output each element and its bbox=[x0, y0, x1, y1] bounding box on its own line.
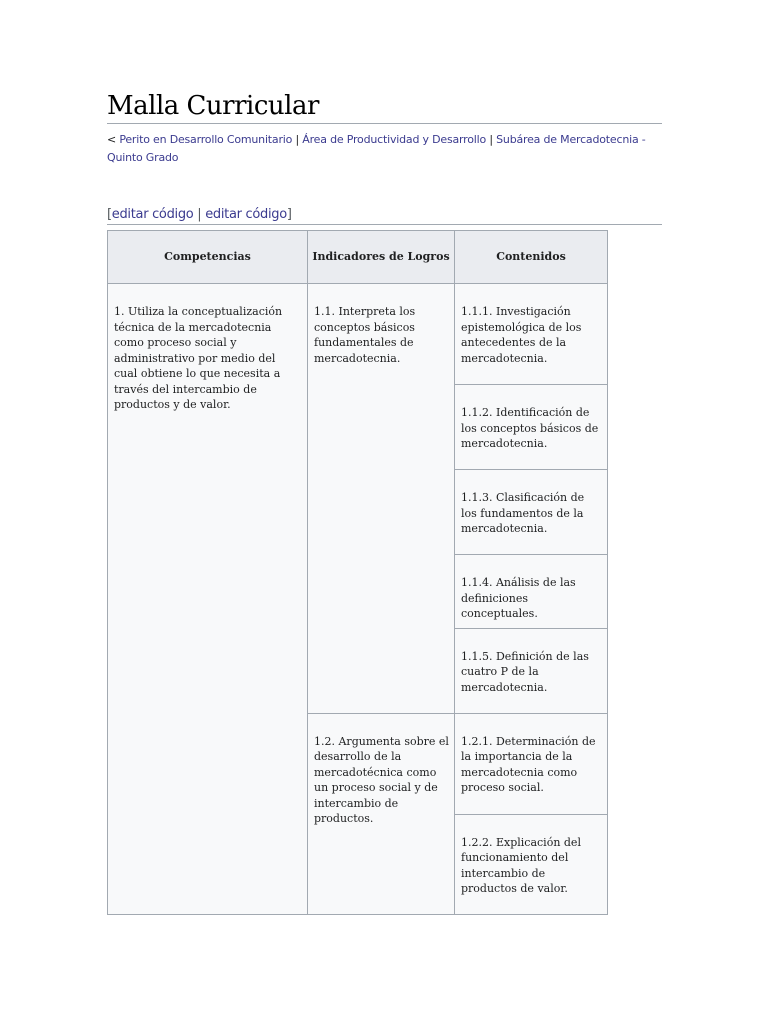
contenido-cell bbox=[455, 814, 608, 914]
contenido-cell bbox=[455, 284, 608, 385]
contenido-cell bbox=[455, 470, 608, 555]
header-competencias: Competencias bbox=[108, 231, 308, 284]
edit-code-link[interactable]: editar código bbox=[111, 207, 194, 222]
indicador-cell bbox=[308, 713, 455, 914]
open-bracket: [ bbox=[107, 207, 112, 222]
breadcrumb-prefix: < bbox=[107, 133, 120, 146]
header-contenidos: Contenidos bbox=[455, 231, 608, 284]
table-row bbox=[108, 284, 608, 385]
breadcrumb-separator: | bbox=[292, 133, 303, 146]
contenido-cell bbox=[455, 628, 608, 713]
contenido-text: 1.1.5. Definición de las cuatro P de la mercadotecnia. bbox=[461, 649, 589, 694]
contenido-cell bbox=[455, 713, 608, 814]
section-edit-links bbox=[107, 206, 662, 225]
page-title: Malla Curricular bbox=[107, 90, 662, 124]
indicador-text: 1.1. Interpreta los conceptos básicos fundamentales de mercadotecnia. bbox=[314, 305, 416, 365]
contenido-text: 1.1.3. Clasificación de los fundamentos de la mercadotecnia. bbox=[461, 491, 585, 535]
contenido-cell bbox=[455, 555, 608, 629]
edit-separator: | bbox=[193, 207, 206, 222]
contenido-text: 1.1.2. Identificación de los conceptos básicos de mercadotecnia. bbox=[461, 406, 599, 450]
table-header-row bbox=[108, 231, 608, 284]
close-bracket: ] bbox=[286, 207, 292, 222]
header-indicadores: Indicadores de Logros bbox=[308, 231, 455, 284]
contenido-text: 1.1.4. Análisis de las definiciones conceptuales. bbox=[461, 576, 576, 620]
breadcrumb-link-area[interactable]: Área de Productividad y Desarrollo bbox=[302, 133, 487, 146]
breadcrumb bbox=[107, 131, 662, 167]
breadcrumb-link-perito[interactable]: Perito en Desarrollo Comunitario bbox=[119, 133, 293, 146]
contenido-text: 1.1.1. Investigación epistemológica de los antecedentes de la mercadotecnia. bbox=[461, 305, 582, 365]
competencia-cell bbox=[108, 284, 308, 915]
indicador-text: 1.2. Argumenta sobre el desarrollo de la mercadotécnica como un proceso social y de intercambio de productos. bbox=[314, 734, 449, 825]
contenido-text: 1.2.2. Explicación del funcionamiento del intercambio de productos de valor. bbox=[461, 835, 581, 895]
indicador-cell bbox=[308, 284, 455, 714]
competencia-text: 1. Utiliza la conceptualización técnica de la mercadotecnia como proceso social y administrativo por medio del cual obtiene lo que necesita a través del intercambio de productos y de valor. bbox=[114, 305, 283, 411]
breadcrumb-link-subarea[interactable]: Subárea de Mercadotecnia - Quinto Grado bbox=[107, 133, 646, 164]
breadcrumb-separator: | bbox=[486, 133, 497, 146]
edit-code-link-2[interactable]: editar código bbox=[205, 207, 287, 222]
contenido-cell bbox=[455, 385, 608, 470]
curriculum-table bbox=[107, 230, 608, 915]
contenido-text: 1.2.1. Determinación de la importancia de la mercadotecnia como proceso social. bbox=[461, 734, 596, 794]
